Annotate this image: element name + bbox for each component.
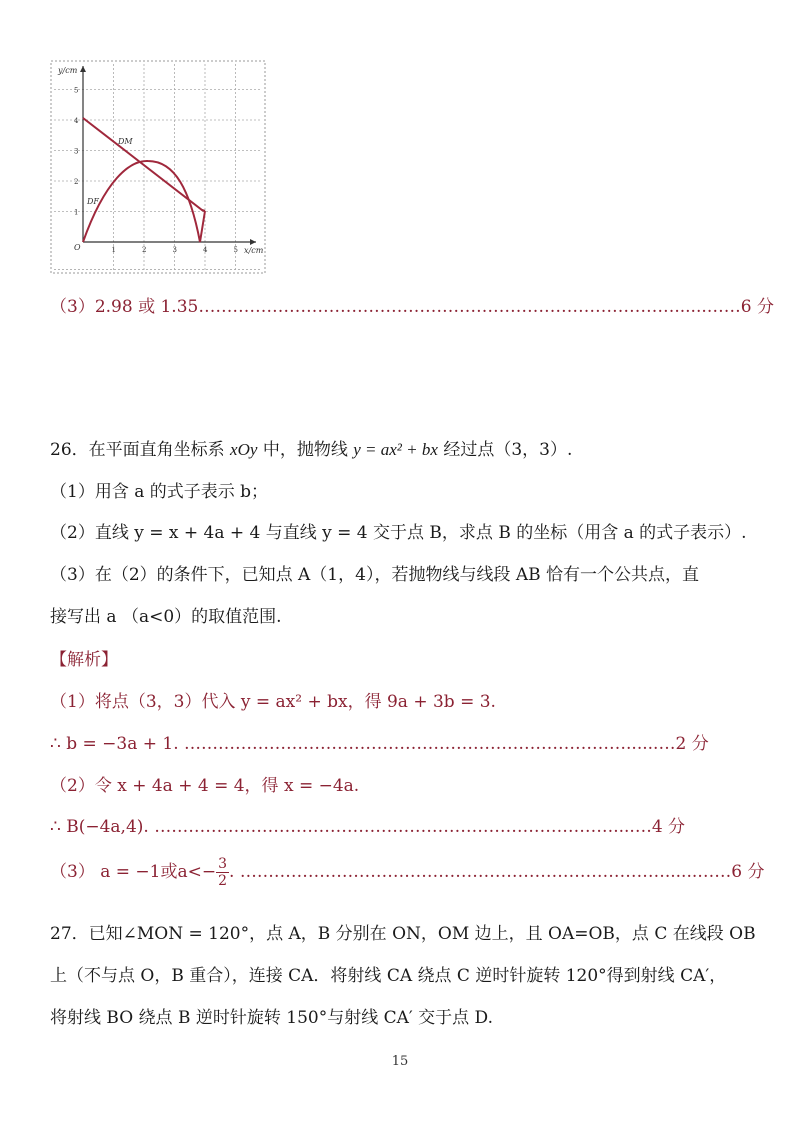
analysis-step-4-dots: ………………………………………………………………………....… [154, 817, 652, 837]
x-tick-label: 5 [233, 246, 238, 254]
dm-label: DM [118, 137, 133, 146]
x-tick-label: 3 [172, 246, 177, 254]
function-graph [50, 60, 268, 276]
q25-score: 6 分 [740, 297, 774, 317]
x-tick-label: 2 [142, 246, 147, 254]
page-number: 15 [391, 1054, 409, 1069]
q25-dots: …………………………………………………………………………......…… [198, 297, 741, 317]
q26-stem-b: 中，抛物线 [257, 440, 354, 460]
fraction-numerator: 3 [218, 856, 228, 872]
x-tick-label: 4 [203, 246, 208, 254]
q26-stem-eq: y = ax² + bx [353, 440, 438, 459]
analysis-title: 【解析】 [50, 650, 118, 670]
graph-grid [54, 64, 262, 270]
y-tick-label: 4 [74, 117, 79, 125]
q25-answer-text: （3）2.98 或 1.35 [50, 297, 199, 317]
analysis-step-5-tail: . [229, 862, 235, 882]
dm-end-segment [202, 210, 205, 211]
fraction-three-halves [216, 856, 229, 889]
y-axis-label: y/cm [58, 66, 78, 75]
q25-answer-3 [50, 292, 774, 317]
fraction-denominator: 2 [218, 873, 228, 889]
q26-stem-a: 26．在平面直角坐标系 [50, 440, 231, 460]
analysis-step-5-text: （3） a = −1或a<− [50, 862, 217, 882]
q26-stem-c: 经过点（3，3）. [437, 440, 573, 460]
q26-part-3a: （3）在（2）的条件下，已知点 A（1，4），若抛物线与线段 AB 恰有一个公共点，直 [50, 565, 700, 585]
analysis-step-3: （2）令 x + 4a + 4 = 4，得 x = −4a. [50, 776, 360, 796]
analysis-step-5-score: 6 分 [731, 862, 765, 882]
q26-stem [50, 435, 572, 460]
dm-curve [83, 118, 204, 211]
y-tick-label: 2 [74, 178, 79, 186]
analysis-step-4-score: 4 分 [651, 817, 686, 837]
analysis-step-2-dots: ……………………………………………………………………......… [184, 734, 676, 754]
q27-line-3: 将射线 BO 绕点 B 逆时针旋转 150°与射线 CA′ 交于点 D. [50, 1008, 493, 1028]
y-axis-arrow [80, 66, 86, 72]
y-tick-label: 5 [74, 86, 79, 95]
x-tick-label: 1 [111, 246, 116, 254]
analysis-step-2-score: 2 分 [675, 734, 709, 754]
analysis-step-2 [50, 729, 709, 754]
analysis-step-4 [50, 812, 685, 837]
y-tick-labels [74, 87, 79, 217]
q26-part-1: （1）用含 a 的式子表示 b； [50, 482, 269, 502]
analysis-step-1: （1）将点（3，3）代入 y = ax² + bx，得 9a + 3b = 3. [50, 692, 496, 712]
analysis-step-5-dots: …………………………………………………………………......…… [239, 862, 732, 882]
analysis-step-5 [50, 856, 765, 889]
q27-line-1: 27．已知∠MON = 120°，点 A，B 分别在 ON，OM 边上，且 OA=OB，点 C 在线段 OB [50, 924, 756, 944]
analysis-step-2-text: ∴ b = −3a + 1. [50, 734, 179, 754]
x-tick-labels [112, 246, 238, 254]
y-tick-label: 3 [74, 147, 79, 156]
y-tick-label: 1 [74, 208, 79, 217]
q26-part-2: （2）直线 y = x + 4a + 4 与直线 y = 4 交于点 B，求点 B 的坐标（用含 a 的式子表示）. [50, 523, 747, 543]
df-label: DF [87, 197, 99, 206]
x-axis-label: x/cm [244, 246, 264, 255]
q26-part-3b: 接写出 a （a<0）的取值范围. [50, 607, 282, 627]
analysis-step-4-text: ∴ B(−4a,4). [50, 817, 149, 837]
origin-label: O [74, 243, 81, 252]
q27-line-2: 上（不与点 O，B 重合），连接 CA．将射线 CA 绕点 C 逆时针旋转 120°得到射线 CA′， [50, 966, 727, 986]
q26-stem-xoy: xOy [230, 440, 258, 459]
x-axis-arrow [250, 239, 256, 245]
